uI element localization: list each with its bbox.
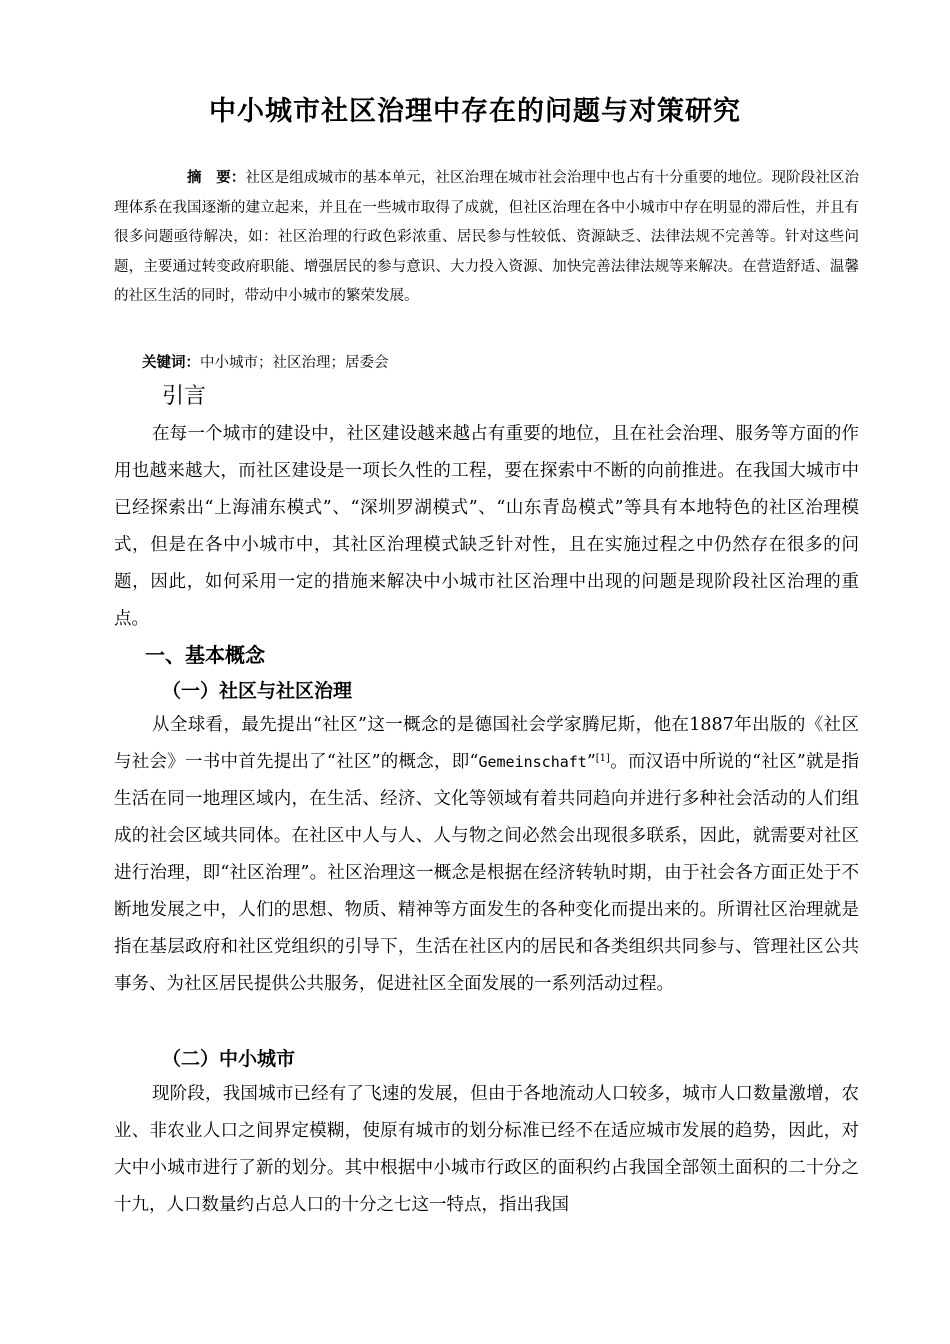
subsection1-paragraph <box>114 707 859 1003</box>
subsection2-heading: （二）中小城市 <box>162 1048 296 1070</box>
intro-paragraph: 在每一个城市的建设中，社区建设越来越占有重要的地位，且在社会治理、服务等方面的作用也越来越大，而社区建设是一项长久性的工程，要在探索中不断的向前推进。在我国大城市中已经探索出“上海浦东模式”、“深圳罗湖模式”、“山东青岛模式”等具有本地特色的社区治理模式，但是在各中小城市中，其社区治理模式缺乏针对性，且在实施过程之中仍然存在很多的问题，因此，如何采用一定的措施来解决中小城市社区治理中出现的问题是现阶段社区治理的重点。 <box>114 424 859 629</box>
subsection1-text-before-term: 从全球看，最先提出“社区”这一概念的是德国社会学家腾尼斯，他在1887年出版的《社区与社会》一书中首先提出了“社区”的概念，即“ <box>114 715 859 772</box>
subsection1-text-rest: 。而汉语中所说的“社区”就是指生活在同一地理区域内，在生活、经济、文化等领域有着共同趋向并进行多种社会活动的人们组成的社会区域共同体。在社区中人与人、人与物之间必然会出现很多联系，因此，就需要对社区进行治理，即“社区治理”。社区治理这一概念是根据在经济转轨时期，由于社会各方面正处于不断地发展之中，人们的思想、物质、精神等方面发生的各种变化而提出来的。所谓社区治理就是指在基层政府和社区党组织的引导下，生活在社区内的居民和各类组织共同参与、管理社区公共事务、为社区居民提供公共服务，促进社区全面发展的一系列活动过程。 <box>114 752 859 994</box>
keywords-text: 中小城市；社区治理；居委会 <box>200 355 389 371</box>
citation-1[interactable]: [1] <box>595 753 610 764</box>
gemeinschaft-term: Gemeinschaft <box>478 753 587 771</box>
subsection1-heading: （一）社区与社区治理 <box>162 680 353 702</box>
document-title: 中小城市社区治理中存在的问题与对策研究 <box>209 96 741 127</box>
subsection1-text-after-term: ” <box>586 752 596 772</box>
abstract-paragraph <box>114 164 859 312</box>
abstract-text: 社区是组成城市的基本单元，社区治理在城市社会治理中也占有十分重要的地位。现阶段社区治理体系在我国逐渐的建立起来，并且在一些城市取得了成就，但社区治理在各中小城市中存在明显的滞后性，并且有很多问题亟待解决，如：社区治理的行政色彩浓重、居民参与性较低、资源缺乏、法律法规不完善等。针对这些问题，主要通过转变政府职能、增强居民的参与意识、大力投入资源、加快完善法律法规等来解决。在营造舒适、温馨的社区生活的同时，带动中小城市的繁荣发展。 <box>114 170 860 304</box>
section1-heading: 一、基本概念 <box>145 643 265 667</box>
keywords-label: 关键词： <box>142 355 200 371</box>
intro-heading: 引言 <box>162 384 207 409</box>
subsection2-paragraph: 现阶段，我国城市已经有了飞速的发展，但由于各地流动人口较多，城市人口数量激增，农业、非农业人口之间界定模糊，使原有城市的划分标准已经不在适应城市发展的趋势，因此，对大中小城市进行了新的划分。其中根据中小城市行政区的面积约占我国全部领土面积的二十分之十九，人口数量约占总人口的十分之七这一特点，指出我国 <box>114 1084 859 1215</box>
keywords-line <box>142 349 862 378</box>
abstract-label: 摘 要： <box>187 170 246 186</box>
